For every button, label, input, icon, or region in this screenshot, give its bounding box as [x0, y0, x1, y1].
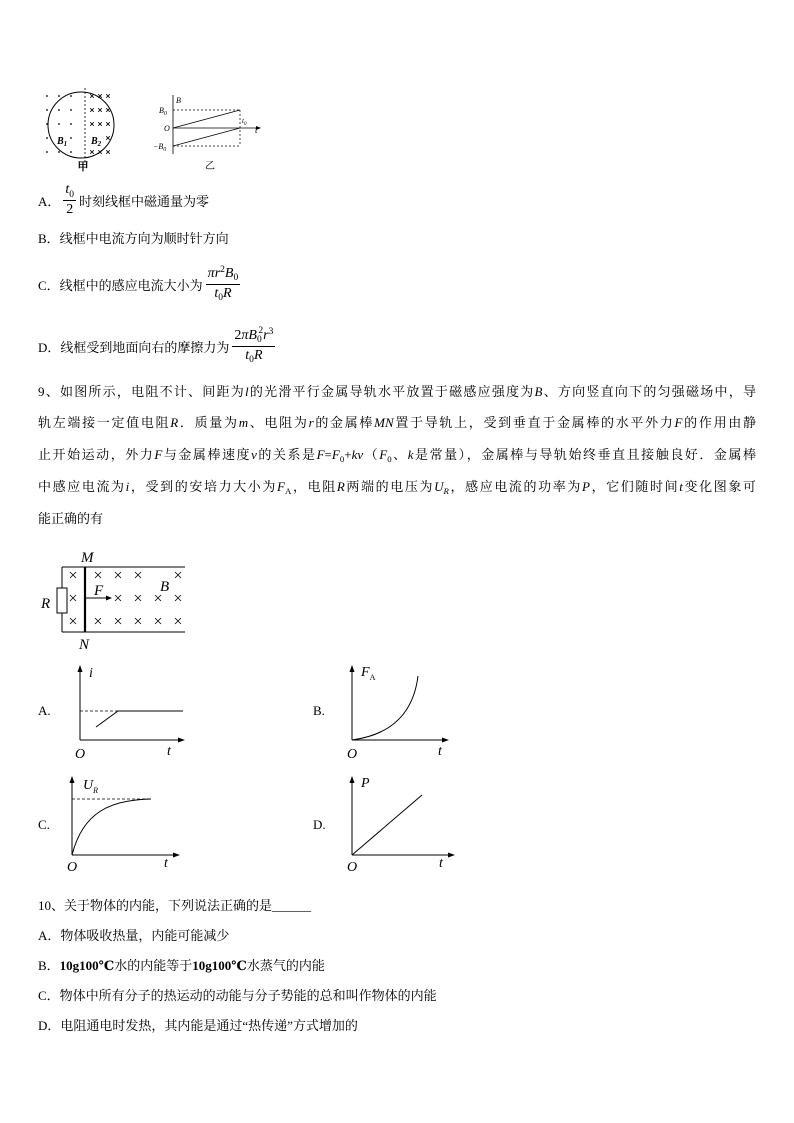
text-run: 的金属棒: [313, 415, 375, 430]
text-run: ，电阻: [291, 479, 337, 494]
text-run: 2: [66, 202, 74, 217]
text-run: ．质量为: [178, 415, 239, 430]
y-axis-arrow: [70, 776, 75, 783]
q10-stem: 10、关于物体的内能，下列说法正确的是______: [38, 898, 312, 913]
q8-option-a: [38, 184, 209, 216]
label-t0: $t_0$: [242, 117, 247, 127]
text-run: B．: [38, 958, 60, 973]
field-cross: [175, 572, 181, 578]
text-run: 能正确的有: [38, 511, 104, 526]
text-run: B: [534, 384, 543, 399]
text-run: 0: [339, 454, 345, 465]
text-run: 9、如图所示，电阻不计、间距为: [38, 384, 245, 399]
field-dot: [58, 123, 60, 125]
field-cross: [175, 618, 181, 624]
text-run: v: [251, 447, 257, 462]
q10-option-b: [38, 957, 325, 975]
text-run: 中感应电流为: [38, 479, 126, 494]
field-cross: [135, 572, 141, 578]
text-run: r: [263, 327, 269, 343]
x-axis-label: t: [164, 856, 168, 871]
label-n: N: [79, 637, 90, 653]
line-b1: [173, 110, 240, 128]
q8-option-b: [38, 228, 229, 246]
text-run: π: [207, 265, 215, 281]
field-dot: [46, 95, 48, 97]
label-b2: $B_2$: [91, 136, 102, 148]
text-run: F: [316, 447, 325, 462]
field-cross: [115, 595, 121, 601]
field-dot: [70, 123, 72, 125]
text-run: 0: [249, 355, 254, 366]
option-text: 时刻线框中磁通量为零: [79, 193, 210, 209]
figure-rails: [38, 545, 190, 655]
q10-option-d: [38, 1017, 358, 1035]
curve-ur: [72, 799, 151, 855]
field-cross: [90, 150, 94, 154]
text-run: F: [674, 415, 683, 430]
text-run: R: [253, 347, 263, 363]
graph-option-d-label: D.: [313, 817, 326, 832]
text-run: t: [245, 347, 250, 363]
text-run: A: [284, 486, 292, 497]
label-b: B: [160, 579, 170, 595]
text-run: 的作用由静: [682, 415, 756, 430]
fraction: [63, 182, 76, 218]
text-run: MN: [374, 415, 394, 430]
text-run: +: [344, 447, 352, 462]
field-dot: [58, 109, 60, 111]
field-cross: [155, 618, 161, 624]
label-f: F: [94, 583, 104, 599]
fraction: [206, 266, 241, 303]
text-run: 的关系是: [256, 447, 317, 462]
y-axis-label: P: [361, 776, 370, 791]
text-run: 水的内能等于: [114, 958, 193, 973]
field-cross: [70, 618, 76, 624]
x-axis-arrow: [442, 738, 449, 743]
text-run: 、电阻为: [248, 415, 309, 430]
label-origin: O: [164, 124, 170, 133]
text-run: A．物体吸收热量，内能可能减少: [38, 928, 230, 943]
fraction-numerator: [63, 182, 76, 201]
x-axis-arrow: [448, 853, 455, 858]
field-cross: [155, 595, 161, 601]
x-axis-arrow: [173, 853, 180, 858]
text-run: P: [582, 479, 590, 494]
text-run: 、: [391, 447, 408, 462]
y-axis-label: $U_R$: [83, 778, 99, 795]
text-run: ，受到的安培力大小为: [129, 479, 278, 494]
q8-option-d: [38, 327, 278, 365]
text-run: 2: [234, 327, 242, 343]
text-run: kv: [351, 447, 364, 462]
field-dot: [58, 151, 60, 153]
field-cross: [106, 150, 110, 154]
text-run: t: [679, 479, 683, 494]
label-neg-b0: $-B_0$: [153, 142, 167, 153]
field-cross: [90, 122, 94, 126]
origin-label: O: [347, 860, 358, 875]
q9-stem-line: [38, 382, 756, 402]
origin-label: O: [75, 747, 86, 762]
text-run: 3: [268, 326, 274, 337]
label-b0: $B_0$: [159, 106, 167, 117]
option-label: A．: [38, 193, 61, 209]
label-b1: $B_1$: [57, 136, 68, 148]
text-run: 0: [233, 273, 239, 284]
text-run: R: [223, 285, 232, 301]
field-dot: [46, 151, 48, 153]
fraction-numerator: [206, 266, 241, 285]
field-dot: [46, 137, 48, 139]
force-arrow-head: [106, 596, 112, 601]
q9-stem-line: [38, 509, 756, 529]
text-run: R: [170, 415, 179, 430]
field-cross: [135, 618, 141, 624]
text-run: 变化图象可: [682, 479, 756, 494]
q9-stem-line: [38, 477, 756, 497]
text-run: （: [363, 447, 380, 462]
field-cross: [98, 108, 102, 112]
text-run: 与金属棒速度: [162, 447, 252, 462]
x-axis-arrow: [178, 738, 185, 743]
text-run: 2: [258, 326, 264, 337]
text-run: 2: [220, 264, 225, 275]
field-cross: [115, 572, 121, 578]
text-run: 10g100℃: [192, 958, 247, 973]
line-b2: [173, 128, 240, 146]
text-run: R: [443, 486, 449, 497]
label-m: M: [81, 550, 94, 566]
text-run: t: [65, 182, 70, 197]
field-cross: [98, 122, 102, 126]
text-run: F: [154, 447, 163, 462]
y-axis-label: i: [89, 666, 93, 681]
text-run: F: [277, 479, 285, 494]
field-cross: [95, 572, 101, 578]
q10-option-a: [38, 927, 229, 945]
graph-d: [335, 772, 460, 874]
x-axis-label: t: [439, 856, 443, 871]
text-run: R: [336, 479, 345, 494]
field-cross: [70, 595, 76, 601]
fraction-denominator: [245, 347, 262, 365]
option-text: B．线框中电流方向为顺时针方向: [38, 230, 229, 246]
q9-stem-line: [38, 445, 756, 465]
field-dot: [70, 151, 72, 153]
text-run: 、方向竖直向下的匀强磁场中，导: [542, 384, 756, 399]
graph-option-b-label: B.: [313, 703, 325, 718]
field-cross: [135, 595, 141, 601]
text-run: r: [308, 415, 314, 430]
graph-b: [335, 662, 455, 764]
fraction: [232, 328, 275, 365]
curve-i: [96, 711, 183, 727]
caption-yi: 乙: [205, 161, 215, 172]
text-run: m: [238, 415, 249, 430]
text-run: t: [214, 285, 219, 301]
field-dot: [70, 95, 72, 97]
text-run: 0: [69, 189, 75, 200]
graph-option-c-label: C.: [38, 817, 50, 832]
graph-a: [60, 662, 190, 764]
text-run: 0: [218, 293, 223, 304]
text-run: r: [214, 265, 221, 281]
text-run: π: [241, 327, 249, 343]
x-axis-label: t: [438, 744, 442, 759]
label-b-axis: B: [176, 96, 181, 105]
text-run: 轨左端接一定值电阻: [38, 415, 171, 430]
text-run: =: [324, 447, 332, 462]
field-dot: [70, 137, 72, 139]
text-run: D．电阻通电时发热，其内能是通过“热传递”方式增加的: [38, 1018, 358, 1033]
text-run: l: [245, 384, 249, 399]
field-cross: [106, 94, 110, 98]
y-axis-arrow: [350, 776, 355, 783]
text-run: 10g100℃: [59, 958, 115, 973]
text-run: 两端的电压为: [344, 479, 435, 494]
x-axis-label: t: [167, 744, 171, 759]
graph-c: [55, 772, 185, 874]
text-run: B: [248, 327, 257, 343]
text-run: 0: [387, 454, 392, 465]
field-cross: [70, 572, 76, 578]
wire-loop: [48, 92, 114, 158]
text-run: k: [407, 447, 414, 462]
label-t-axis: t: [255, 125, 258, 135]
resistor: [57, 588, 67, 613]
text-run: i: [125, 479, 130, 494]
field-dot: [70, 109, 72, 111]
text-run: B: [224, 265, 234, 281]
text-run: F: [331, 447, 340, 462]
origin-label: O: [347, 747, 358, 762]
q9-stem-line: [38, 413, 756, 433]
figure-jia-circle-field: [40, 86, 120, 176]
text-run: 的光滑平行金属导轨水平放置于磁感应强度为: [248, 384, 535, 399]
curve-fa: [352, 676, 418, 740]
text-run: ，它们随时间: [589, 479, 680, 494]
field-cross: [175, 595, 181, 601]
text-run: F: [379, 447, 388, 462]
origin-label: O: [67, 860, 78, 875]
field-cross: [95, 618, 101, 624]
field-cross: [106, 136, 110, 140]
q8-option-c: [38, 266, 243, 302]
y-axis-label: $F_A$: [361, 665, 376, 682]
figure-yi-graph: [150, 92, 270, 174]
option-text: C．线框中的感应电流大小为: [38, 277, 203, 293]
text-run: U: [434, 479, 444, 494]
text-run: ，感应电流的功率为: [448, 479, 582, 494]
fraction-numerator: [232, 328, 275, 347]
field-cross: [106, 122, 110, 126]
field-cross: [90, 108, 94, 112]
text-run: 置于导轨上，受到垂直于金属棒的水平外力: [393, 415, 675, 430]
option-text: D．线框受到地面向右的摩擦力为: [38, 339, 230, 355]
text-run: 0: [256, 335, 262, 346]
fraction-denominator: [214, 285, 231, 303]
y-axis-arrow: [78, 665, 83, 672]
text-run: 止开始运动，外力: [38, 447, 155, 462]
line-p: [352, 795, 422, 855]
text-run: 水蒸气的内能: [246, 958, 325, 973]
field-dot: [46, 109, 48, 111]
q10-option-c: [38, 987, 437, 1005]
field-dot: [58, 95, 60, 97]
text-run: 是常量），金属棒与导轨始终垂直且接触良好．金属棒: [413, 447, 756, 462]
graph-option-a-label: A.: [38, 703, 51, 718]
text-run: C．物体中所有分子的热运动的动能与分子势能的总和叫作物体的内能: [38, 988, 437, 1003]
fraction-denominator: [66, 201, 73, 218]
y-axis-arrow: [350, 665, 355, 672]
field-cross: [115, 618, 121, 624]
label-r: R: [41, 596, 51, 612]
caption-jia: 甲: [77, 161, 89, 173]
